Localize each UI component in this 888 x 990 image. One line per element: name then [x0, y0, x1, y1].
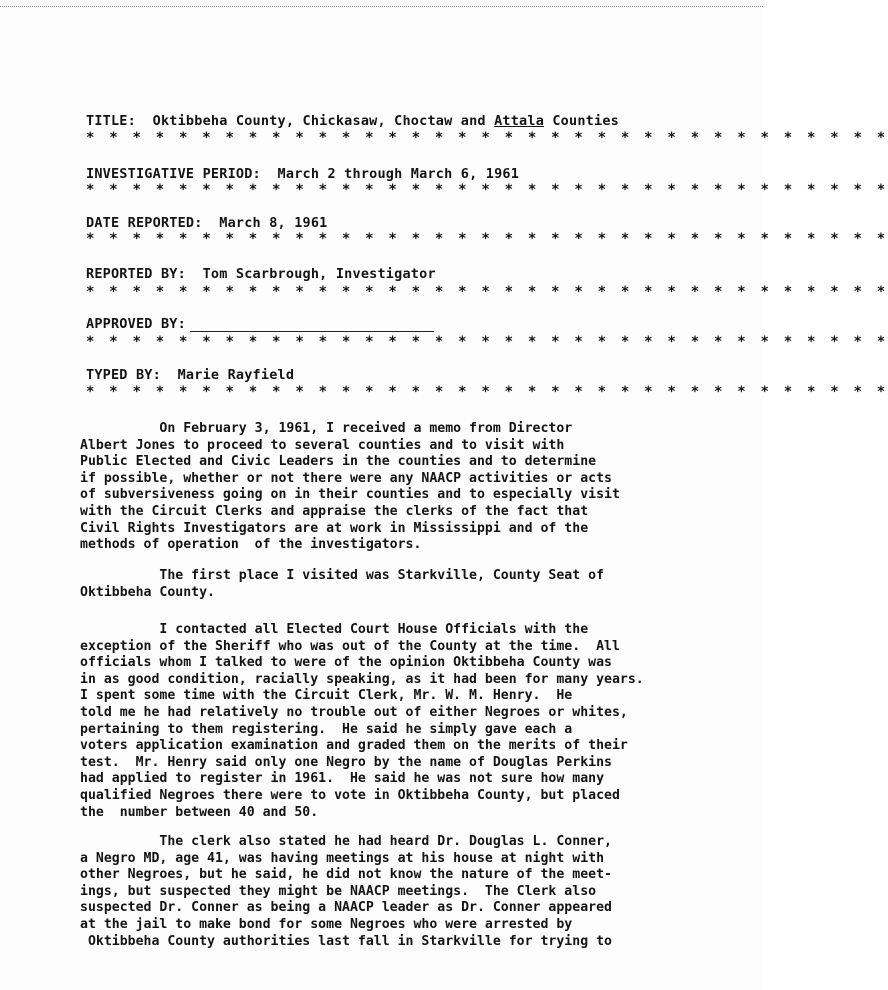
title-value: Oktibbeha County, Chickasaw, Choctaw and — [152, 113, 495, 129]
date-reported-value: March 8, 1961 — [219, 215, 328, 231]
star-divider: * * * * * * * * * * * * * * * * * * * * * * * * * * * * * * * * * * * — [86, 130, 888, 146]
title-label: TITLE: — [86, 113, 136, 129]
title-value-underlined: Attala — [494, 113, 545, 129]
typed-by-value: Marie Rayfield — [177, 367, 295, 383]
title-line — [86, 113, 619, 129]
period-value: March 2 through March 6, 1961 — [277, 166, 520, 182]
typed-by-label: TYPED BY: — [86, 367, 161, 383]
period-label: INVESTIGATIVE PERIOD: — [86, 166, 261, 182]
reported-by-label: REPORTED BY: — [86, 266, 186, 282]
paragraph-starkville: The first place I visited was Starkville, County Seat of Oktibbeha County. — [80, 568, 605, 600]
period-line — [86, 166, 519, 182]
star-divider: * * * * * * * * * * * * * * * * * * * * * * * * * * * * * * * * * * * — [86, 284, 888, 300]
typed-by-line — [86, 367, 294, 383]
star-divider: * * * * * * * * * * * * * * * * * * * * * * * * * * * * * * * * * * * — [86, 334, 888, 350]
title-value-end: Counties — [544, 113, 619, 129]
paragraph-circuit-clerk: I contacted all Elected Court House Officials with the exception of the Sheriff who was out of the County at the time. All officials whom I talked to were of the opinion Oktibbeha County was in as good condition, racially speaking, as it had been for many years. I spent some time with the Circuit Clerk, Mr. W. M. Henry. He told me he had relatively no trouble out of either Negroes or whites, pertaining to them registering. He said he simply gave each a voters application examination and graded them on the merits of their test. Mr. Henry said only one Negro by the name of Douglas Perkins had applied to register in 1961. He said he was not sure how many qualified Negroes there were to vote in Oktibbeha County, but placed the number between 40 and 50. — [80, 622, 644, 820]
star-divider: * * * * * * * * * * * * * * * * * * * * * * * * * * * * * * * * * * * — [86, 384, 888, 400]
star-divider: * * * * * * * * * * * * * * * * * * * * * * * * * * * * * * * * * * * — [86, 182, 888, 198]
reported-by-line — [86, 266, 436, 282]
date-reported-line — [86, 215, 328, 231]
paragraph-memo: On February 3, 1961, I received a memo from Director Albert Jones to proceed to several counties and to visit with Public Elected and Civic Leaders in the counties and to determine if possible, whether or not there were any NAACP activities or acts of subversiveness going on in their counties and to especially visit with the Circuit Clerks and appraise the clerks of the fact that Civil Rights Investigators are at work in Mississippi and of the methods of operation of the investigators. — [80, 421, 620, 553]
star-divider: * * * * * * * * * * * * * * * * * * * * * * * * * * * * * * * * * * * — [86, 231, 888, 247]
page-top-edge — [0, 0, 763, 7]
date-reported-label: DATE REPORTED: — [86, 215, 203, 231]
signature-line — [190, 331, 434, 332]
reported-by-value: Tom Scarbrough, Investigator — [202, 266, 436, 282]
approved-by-label: APPROVED BY: — [86, 316, 186, 332]
approved-by-line — [86, 316, 186, 332]
paragraph-conner: The clerk also stated he had heard Dr. Douglas L. Conner, a Negro MD, age 41, was having meetings at his house at night with other Negroes, but he said, he did not know the nature of the meet- ings, but suspected they might be NAACP meetings. The Clerk also suspected Dr. Conner as being a NAACP leader as Dr. Conner appeared at the jail to make bond for some Negroes who were arrested by Oktibbeha County authorities last fall in Starkville for trying to — [80, 834, 612, 949]
